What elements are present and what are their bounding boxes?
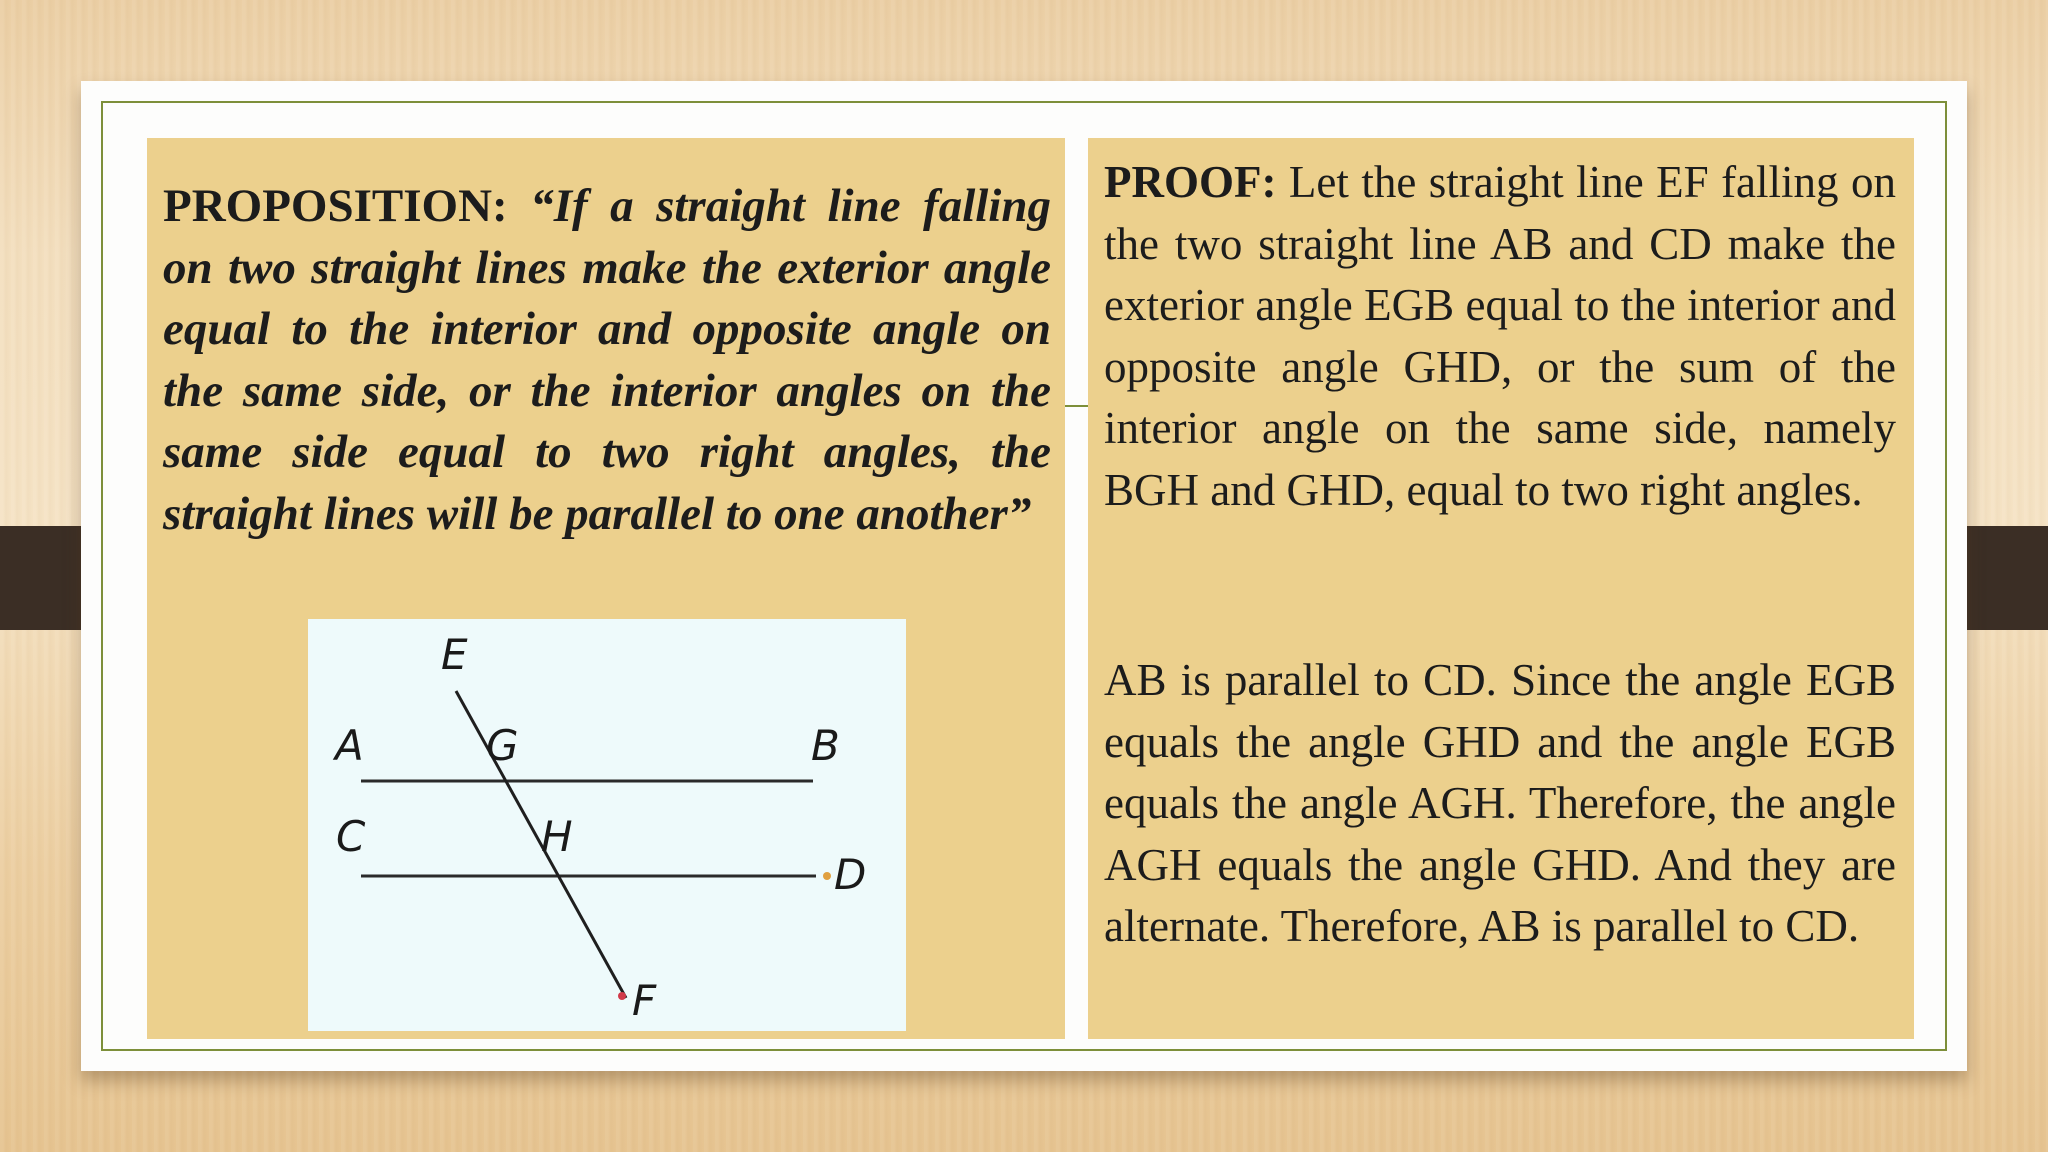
proposition-text: [163, 176, 1051, 545]
label-g: G: [486, 721, 519, 770]
label-h: H: [541, 812, 573, 861]
proposition-label: PROPOSITION:: [163, 180, 508, 232]
label-d: D: [834, 850, 867, 899]
proposition-statement: “If a straight line falling on two straight lines make the exterior angle equal to the interior and opposite angle on the same side, or the interior angles on the same side equal to two right angles, the straight lines will be parallel to one another”: [163, 180, 1052, 540]
proof-paragraph-2: AB is parallel to CD. Since the angle EGB equals the angle GHD and the angle EGB equals the angle AGH. Therefore, the angle AGH equals the angle GHD. And they are alternate. Therefore, AB is parallel to CD.: [1104, 655, 1896, 951]
label-e: E: [441, 630, 468, 679]
proposition-panel: [147, 138, 1065, 1039]
label-c: C: [336, 812, 366, 861]
proof-panel: [1088, 138, 1914, 1039]
proof-statement: Let the straight line EF falling on the two straight line AB and CD make the exterior angle EGB equal to the interior and opposite angle GHD, or the sum of the interior angle on the same side, namely BGH and GHD, equal to two right angles.: [1104, 157, 1896, 515]
label-f: F: [632, 976, 657, 1025]
frame-connector-line: [1064, 405, 1088, 407]
proof-paragraph-1: [1104, 152, 1896, 521]
label-b: B: [811, 721, 840, 770]
parallel-lines-diagram: [308, 619, 906, 1031]
point-f-marker: [618, 992, 626, 1000]
proof-label: PROOF:: [1104, 157, 1277, 207]
label-a: A: [335, 721, 364, 770]
parallel-lines-figure: [308, 619, 906, 1031]
point-d-marker: [823, 872, 831, 880]
